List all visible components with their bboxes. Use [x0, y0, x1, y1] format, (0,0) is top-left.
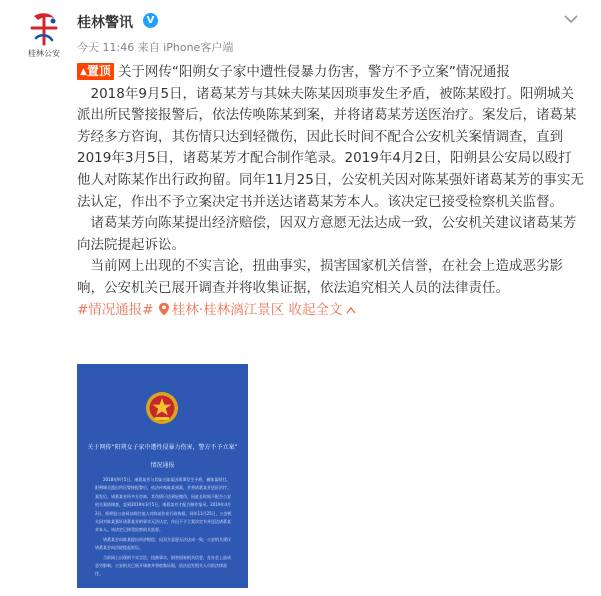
pin-label: 置顶 [86, 64, 111, 78]
post-content [77, 62, 585, 321]
post-time[interactable]: 今天 11:46 [77, 41, 135, 54]
hashtag-link[interactable]: #情况通报# [77, 301, 154, 318]
post-meta [77, 39, 233, 55]
notice-paragraph: 当前网上出现的不实言论，扭曲事实，损害国家机关信誉，在社会上造成恶劣影响，公安机关已展开调查并将收集证据，依法追究相关人员的法律责任。 [95, 554, 231, 577]
post-paragraph: 2018年9月5日，诸葛某芳与其妹夫陈某因琐事发生矛盾，被陈某殴打。阳朔城关派出所民警接报警后，依法传唤陈某到案，并将诸葛某芳送医治疗。案发后，诸葛某芳经多方咨询，其伤情只达到轻微伤，因此长时间不配合公安机关案情调查，直到2019年3月5日，诸葛某芳才配合制作笔录。2019年4月2日，阳朔县公安局以殴打他人对陈某作出行政拘留。同年11月25日，公安机关因对陈某强奸诸葛某芳的事实无法认定，作出不予立案决定书并送达诸葛某芳本人。该决定已接受检察机关监督。 [77, 85, 584, 210]
account-name[interactable]: 桂林警讯 [77, 15, 133, 31]
chevron-up-icon [346, 306, 356, 314]
notice-paragraph: 诸葛某芳向陈某提出经济赔偿，因双方意愿无法达成一致，公安机关建议诸葛某芳向法院提起诉讼。 [95, 536, 231, 551]
avatar-caption: 桂林公安 [28, 49, 60, 58]
post-title-line [77, 62, 585, 84]
post-paragraph: 当前网上出现的不实言论，扭曲事实，损害国家机关信誉，在社会上造成恶劣影响，公安机关已展开调查并将收集证据，依法追究相关人员的法律责任。 [77, 258, 563, 296]
notice-title: 关于网传“阳朔女子家中遭性侵暴力伤害，警方不予立案” [87, 444, 238, 451]
police-logo-icon [20, 10, 68, 50]
notice-subtitle: 情况通报 [150, 462, 175, 469]
notice-body [95, 476, 233, 579]
pin-icon: ▲ [80, 67, 87, 77]
post-source: 来自 iPhone客户端 [137, 41, 234, 54]
post-paragraph: 诸葛某芳向陈某提出经济赔偿，因双方意愿无法达成一致，公安机关建议诸葛某芳向法院提起诉讼。 [77, 215, 577, 253]
collapse-label: 收起全文 [288, 301, 343, 318]
notice-paragraph: 2018年9月5日，诸葛某芳与其妹夫陈某因琐事发生矛盾，被陈某殴打。阳朔城关派出所民警接报警后，依法传唤陈某到案，并将诸葛某芳送医治疗。案发后，诸葛某芳经多方咨询，其伤情只达到轻微伤，因此长时间不配合公安机关案情调查，直到2019年3月5日，诸葛某芳才配合制作笔录。2019年4月2日，阳朔县公安局以殴打他人对陈某作出行政拘留。同年11月25日，公安机关因对陈某强奸诸葛某芳的事实无法认定，作出不予立案决定书并送达诸葛某芳本人。该决定已接受检察机关监督。 [95, 477, 232, 533]
notice-image[interactable] [77, 364, 248, 588]
avatar[interactable] [20, 10, 68, 58]
chevron-down-icon[interactable] [564, 14, 578, 24]
collapse-button[interactable] [289, 302, 356, 318]
post-footer [77, 300, 585, 322]
post-title: 关于网传“阳朔女子家中遭性侵暴力伤害，警方不予立案”情况通报 [117, 64, 510, 80]
location-pin-icon [158, 302, 170, 316]
location-link[interactable] [158, 302, 284, 318]
location-text: 桂林·桂林漓江景区 [171, 301, 285, 318]
pin-badge [77, 63, 114, 80]
verified-badge-icon: V [143, 13, 158, 28]
police-emblem-icon [144, 390, 180, 426]
